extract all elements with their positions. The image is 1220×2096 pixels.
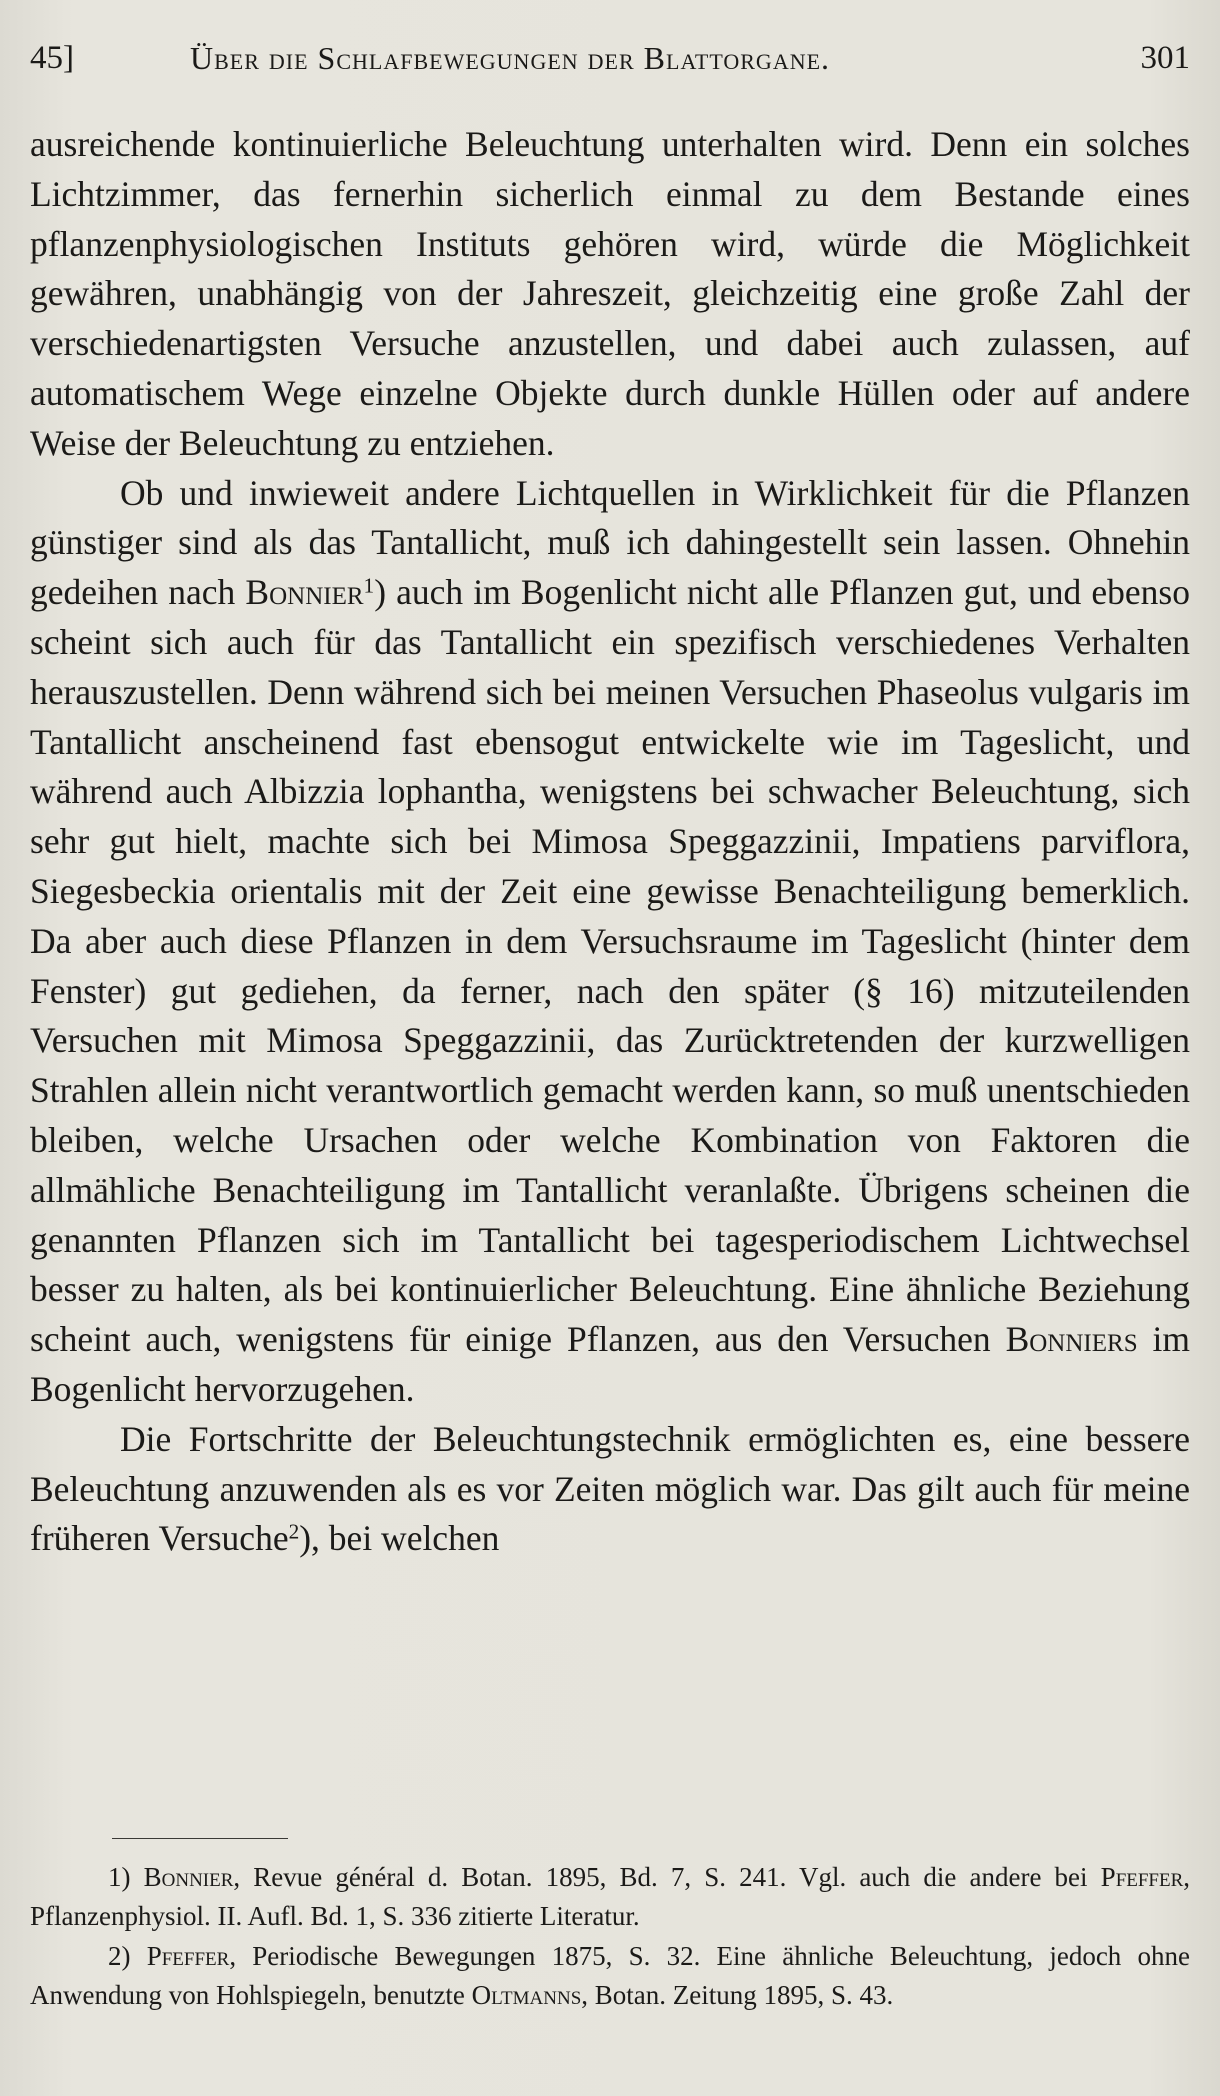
footnote-2-text-a: , Periodische Bewegungen 1875, S. 32. Eine ähnliche Beleuchtung, jedoch ohne Anwendung von Hohlspiegeln, benutzte xyxy=(30,1941,1191,2010)
paragraph-3 xyxy=(30,1415,1190,1564)
footnote-ref-1: 1 xyxy=(363,573,375,598)
running-title: Über die Schlafbewegungen der Blattorgane. xyxy=(190,40,831,76)
paragraph-1: ausreichende kontinuierliche Beleuchtung unterhalten wird. Denn ein solches Lichtzimmer, das fernerhin sicherlich einmal zu dem Bestande eines pflanzenphysiologischen Instituts gehören wird, würde die Möglichkeit gewähren, unabhängig von der Jahreszeit, gleichzeitig eine große Zahl der verschiedenartigsten Versuche anzustellen, und dabei auch zulassen, auf automatischem Wege einzelne Objekte durch dunkle Hüllen oder auf andere Weise der Beleuchtung zu entziehen. xyxy=(30,124,1190,463)
paragraph-2-text-b: ) auch im Bogenlicht nicht alle Pflanzen gut, und ebenso scheint sich auch für das Tantallicht ein spezifisch verschiedenes Verhalten herauszustellen. Denn während sich bei meinen Versuchen Phaseolus vulgaris im Tantallicht anscheinend fast ebensogut entwickelte wie im Tageslicht, und während auch Albizzia lophantha, wenigstens bei schwacher Beleuchtung, sich sehr gut hielt, machte sich bei Mimosa Speggazzinii, Impatiens parviflora, Siegesbeckia orientalis mit der Zeit eine gewisse Benachteiligung bemerklich. Da aber auch diese Pflanzen in dem Versuchsraume im Tageslicht (hinter dem Fenster) gut gediehen, da ferner, nach den später (§ 16) mitzuteilenden Versuchen mit Mimosa Speggazzinii, das Zurücktretenden der kurzwelligen Strahlen allein nicht verantwortlich gemacht werden kann, so muß unentschieden bleiben, welche Ursachen oder welche Kombination von Faktoren die allmähliche Benachteiligung im Tantallicht veranlaßte. Übrigens scheinen die genannten Pflanzen sich im Tantallicht bei tagesperiodischem Lichtwechsel besser zu halten, als bei kontinuierlicher Beleuchtung. Eine ähnliche Beziehung scheint auch, wenigstens für einige Pflanzen, aus den Versuchen xyxy=(30,572,1190,1360)
paragraph-2-text-c: im Bogenlicht hervorzugehen. xyxy=(30,1319,1191,1409)
footnote-1-marker: 1) xyxy=(108,1862,131,1892)
footnote-ref-2: 2 xyxy=(288,1519,300,1544)
paragraph-2 xyxy=(30,469,1190,1415)
footnotes xyxy=(30,1858,1190,2016)
paragraph-2-text-a: Ob und inwieweit andere Lichtquellen in Wirklichkeit für die Pflanzen günstiger sind als das Tantallicht, muß ich dahingestellt sein lassen. Ohnehin gedeihen nach xyxy=(30,472,1190,613)
footnote-2-author: Pfeffer xyxy=(146,1941,230,1971)
footnote-1-author-2: Pfeffer xyxy=(1100,1862,1184,1892)
body-text xyxy=(30,120,1190,1564)
paragraph-3-text-a: Die Fortschritte der Beleuchtungstechnik ermöglichten es, eine bessere Beleuchtung anzuwenden als es vor Zeiten möglich war. Das gilt auch für meine früheren Versuche xyxy=(30,1418,1190,1559)
footnote-2-text-b: , Botan. Zeitung 1895, S. 43. xyxy=(581,1979,894,2010)
author-bonniers: Bonniers xyxy=(1005,1319,1138,1360)
running-head xyxy=(30,40,1190,86)
footnote-2-author-2: Oltmanns xyxy=(471,1979,582,2010)
footnote-1-text-a: , Revue général d. Botan. 1895, Bd. 7, S. 241. Vgl. auch die andere bei xyxy=(233,1862,1088,1892)
footnote-divider xyxy=(112,1838,288,1839)
page-number: 301 xyxy=(1140,40,1190,76)
footnote-1-text-b: , Pflanzenphysiol. II. Aufl. Bd. 1, S. 336 zitierte Literatur. xyxy=(30,1862,1191,1931)
footnote-2 xyxy=(30,1937,1190,2014)
footnote-2-marker: 2) xyxy=(108,1941,131,1971)
author-bonnier: Bonnier xyxy=(245,572,364,613)
paragraph-3-text-b: ), bei welchen xyxy=(299,1518,500,1559)
section-number: 45] xyxy=(30,40,74,76)
footnote-1 xyxy=(30,1858,1190,1935)
footnote-1-author: Bonnier xyxy=(143,1862,234,1892)
